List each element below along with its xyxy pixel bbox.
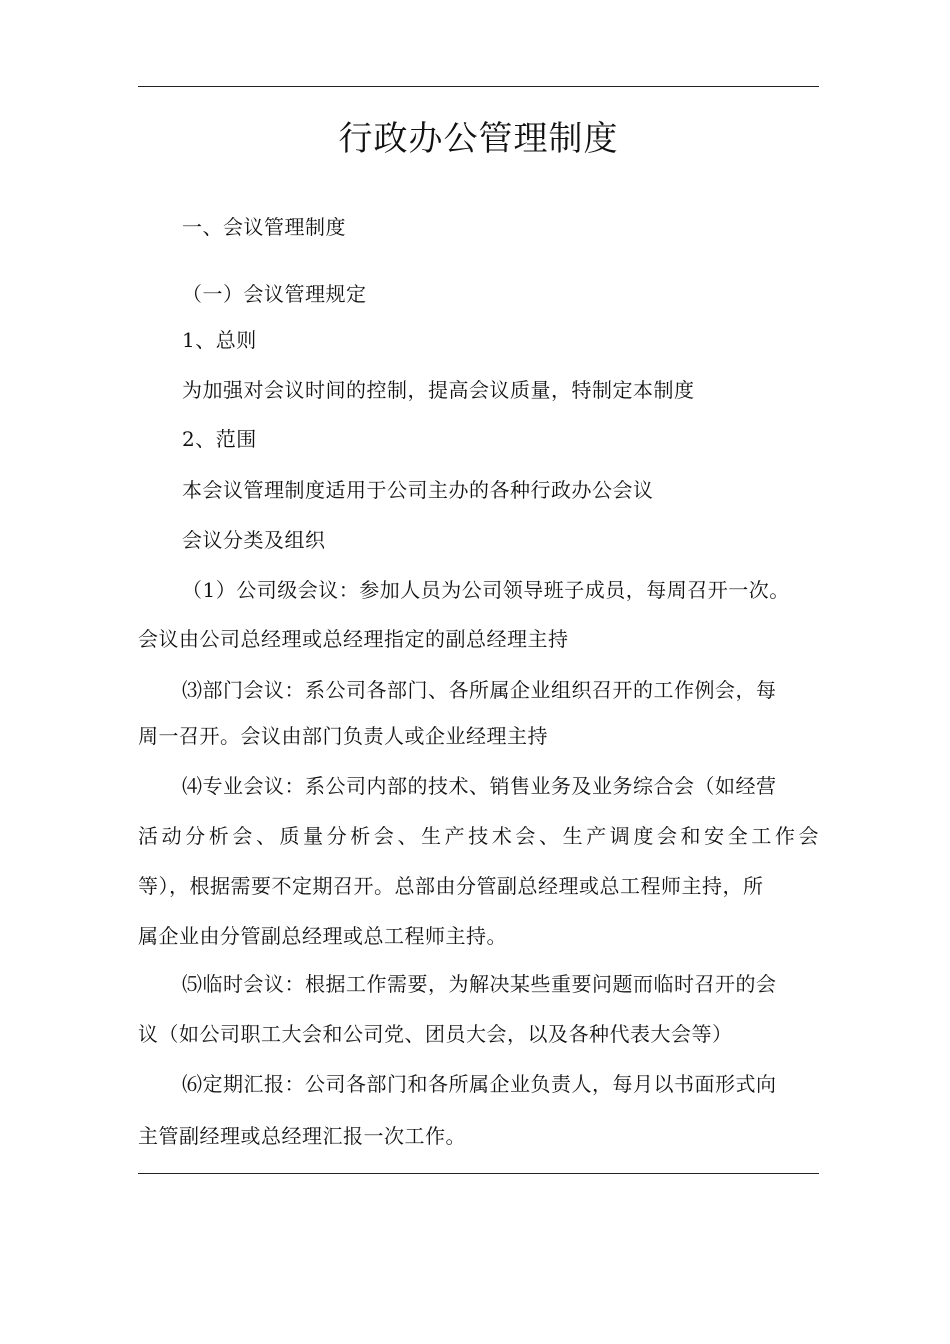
paragraph-line: ⑸临时会议：根据工作需要，为解决某些重要问题而临时召开的会 xyxy=(182,972,777,996)
footer-rule xyxy=(138,1173,819,1174)
section-heading: 一、会议管理制度 xyxy=(182,215,346,239)
paragraph-line: 周一召开。会议由部门负责人或企业经理主持 xyxy=(138,724,548,748)
paragraph-line: 会议由公司总经理或总经理指定的副总经理主持 xyxy=(138,627,569,651)
paragraph-line: 议（如公司职工大会和公司党、团员大会，以及各种代表大会等） xyxy=(138,1022,733,1046)
paragraph-line: 会议分类及组织 xyxy=(182,528,326,552)
header-rule xyxy=(138,86,819,87)
paragraph-line: ⑹定期汇报：公司各部门和各所属企业负责人，每月以书面形式向 xyxy=(182,1072,777,1096)
paragraph-line: 本会议管理制度适用于公司主办的各种行政办公会议 xyxy=(182,478,654,502)
item-heading: 1、总则 xyxy=(182,328,257,352)
paragraph-line: 主管副经理或总经理汇报一次工作。 xyxy=(138,1124,466,1148)
paragraph-line: 为加强对会议时间的控制，提高会议质量，特制定本制度 xyxy=(182,378,695,402)
subsection-heading: （一）会议管理规定 xyxy=(182,282,367,306)
paragraph-line: 等），根据需要不定期召开。总部由分管副总经理或总工程师主持，所 xyxy=(138,874,764,898)
paragraph-line: （1）公司级会议：参加人员为公司领导班子成员，每周召开一次。 xyxy=(182,578,790,602)
paragraph-line: 属企业由分管副总经理或总工程师主持。 xyxy=(138,924,507,948)
paragraph-line: 活动分析会、质量分析会、生产技术会、生产调度会和安全工作会 xyxy=(138,824,819,848)
document-title: 行政办公管理制度 xyxy=(338,119,619,159)
paragraph-line: ⑷专业会议：系公司内部的技术、销售业务及业务综合会（如经营 xyxy=(182,774,777,798)
paragraph-line: ⑶部门会议：系公司各部门、各所属企业组织召开的工作例会，每 xyxy=(182,678,777,702)
item-heading: 2、范围 xyxy=(182,427,257,451)
